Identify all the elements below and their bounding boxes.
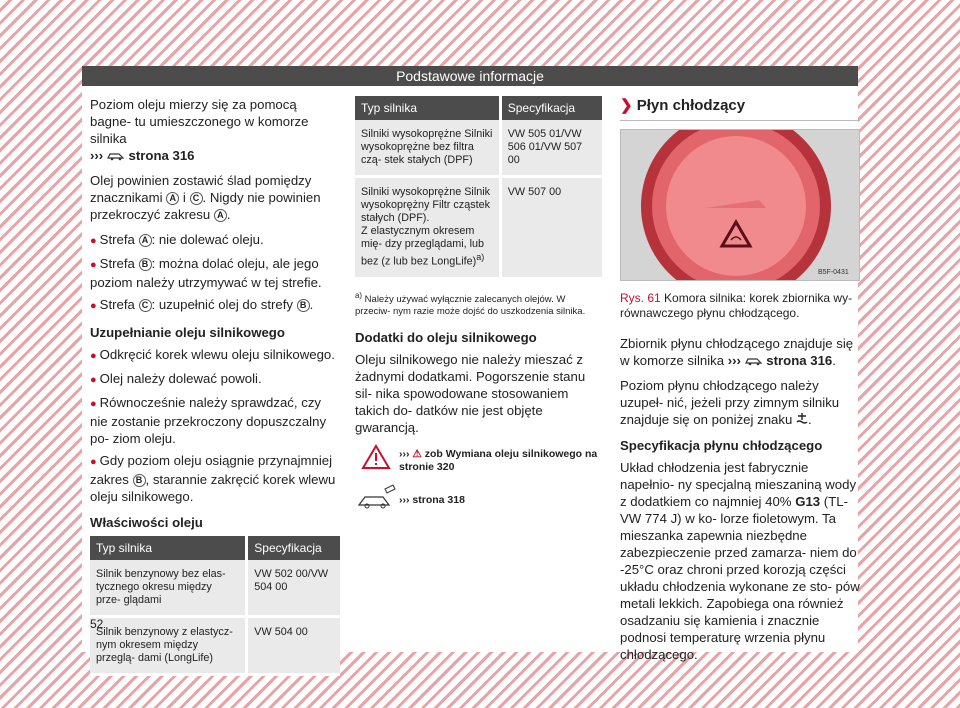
paragraph-reservoir: Zbiornik płynu chłodzącego znajduje się w komorze silnika ››› strona 316. xyxy=(620,336,854,368)
coolant-warning-icon xyxy=(796,413,808,424)
heading-coolant-spec: Specyfikacja płynu chłodzącego xyxy=(620,438,823,453)
paragraph-topup-coolant: Poziom płynu chłodzącego należy uzupeł- nić, jeżeli przy zimnym silniku znajduje się on poniżej znaku . xyxy=(620,378,840,427)
ref-arrow-icon: ››› xyxy=(399,447,410,460)
table-row: Silnik benzynowy z elastycz- nym okresem między przeglą- dami (LongLife) VW 504 00 xyxy=(90,617,340,675)
petrol-oil-table xyxy=(90,536,340,676)
table-row: Silniki wysokoprężne Silnik wysokoprężny Filtr cząstek stałych (DPF). Z elastycznym okresem mię- dzy przeglądami, lub bez (z lub bez LongLife)$^{a)}$ VW 507 00 xyxy=(355,177,602,279)
column-middle xyxy=(355,96,602,518)
marker-b: B xyxy=(297,299,310,312)
bullet-item: ● Strefa B : można dolać oleju, ale jego poziom należy utrzymywać w tej strefie. xyxy=(90,256,322,290)
heading-oil-properties: Właściwości oleju xyxy=(90,515,203,530)
warning-triangle-icon xyxy=(361,444,391,470)
bullet-item: ● Olej należy dolewać powoli. xyxy=(90,371,262,386)
table-footnote: $^{a)}$ Należy używać wyłącznie zalecanych olejów. W przeciw- nym razie może dojść do uszkodzenia silnika. xyxy=(355,290,586,317)
bullet-dot-icon: ● xyxy=(90,235,97,247)
heading-topping-up: Uzupełnianie oleju silnikowego xyxy=(90,325,285,340)
bullet-item: ● Równocześnie należy sprawdzać, czy nie zostanie przekroczony dopuszczalny po- ziom oleju. xyxy=(90,395,327,446)
warning-box xyxy=(355,444,602,518)
bullet-item: ● Strefa A : nie dolewać oleju. xyxy=(90,232,264,247)
bullet-item: ● Odkręcić korek wlewu oleju silnikowego. xyxy=(90,347,335,362)
paragraph-additives: Oleju silnikowego nie należy mieszać z żadnymi dodatkami. Pogorszenie stanu sil- nika spowodowane stosowaniem takich do- datków nie jest objęte gwarancją. xyxy=(355,351,586,435)
coolant-cap-image xyxy=(621,130,859,280)
car-book-icon xyxy=(107,150,125,161)
table-row: Silnik benzynowy bez elas- tycznego okresu między prze- glądami VW 502 00/VW 504 00 xyxy=(90,560,340,617)
ref-arrow-icon: ››› xyxy=(90,148,104,163)
heading-additives: Dodatki do oleju silnikowego xyxy=(355,329,537,345)
marker-a: A xyxy=(214,209,227,222)
coolant-cap-photo xyxy=(620,129,860,281)
marker-a: A xyxy=(166,192,179,205)
page-header: Podstawowe informacje xyxy=(82,66,858,86)
paragraph-oil-level: Olej powinien zostawić ślad pomiędzy znacznikami A i C . Nigdy nie powinien przekroczyć zakresu A . xyxy=(90,173,321,222)
car-note-icon xyxy=(355,483,399,513)
page-reference[interactable]: strona 316 xyxy=(766,353,833,368)
marker-b: B xyxy=(133,474,146,487)
paragraph-oil-gauge: Poziom oleju mierzy się za pomocą bagne- tu umieszczonego w komorze silnika ››› strona 316 xyxy=(90,97,309,163)
page-reference[interactable]: strona 316 xyxy=(128,148,195,163)
note-reference[interactable]: ››› strona 318 xyxy=(399,493,465,506)
bullet-dot-icon: ● xyxy=(90,300,97,312)
marker-c: C xyxy=(139,299,152,312)
bullet-dot-icon: ● xyxy=(90,259,97,271)
bullet-dot-icon: ● xyxy=(90,398,97,410)
table-header: Typ silnika xyxy=(90,536,247,560)
bullet-dot-icon: ● xyxy=(90,350,97,362)
paragraph-coolant-spec: Układ chłodzenia jest fabrycznie napełnio- ny specjalną mieszaniną wody z dodatkiem co najmniej 40% G13 (TL-VW 774 J) w ko- lorze fioletowym. Ta mieszanka zapewnia niezbędne zabezpieczenie przed zamarza- niem do -25°C oraz chroni przed korozją części układu chłodzenia wykonane ze sto- pów metali lekkich. Zapobiega ona również osadzaniu się kamienia i znacznie podnosi temperaturę wrzenia płynu chłodzącego. xyxy=(620,460,860,662)
marker-b: B xyxy=(139,258,152,271)
column-right xyxy=(620,96,860,671)
svg-text:B5F-0431: B5F-0431 xyxy=(818,269,849,276)
bullet-item: ● Strefa C : uzupełnić olej do strefy B . xyxy=(90,297,314,312)
section-title: ❯ Płyn chłodzący xyxy=(620,96,860,121)
ref-arrow-icon: ››› xyxy=(399,493,410,506)
car-book-icon xyxy=(745,355,763,366)
marker-c: C xyxy=(190,192,203,205)
bullet-item: ● Gdy poziom oleju osiągnie przynajmniej zakres B , starannie zakręcić korek wlewu oleju silnikowego. xyxy=(90,453,336,504)
table-header: Specyfikacja xyxy=(247,536,340,560)
figure-caption: Rys. 61 Komora silnika: korek zbiornika wy- równawczego płynu chłodzącego. xyxy=(620,291,853,320)
bullet-dot-icon: ● xyxy=(90,456,97,468)
table-row: Silniki wysokoprężne Silniki wysokoprężne bez filtra czą- stek stałych (DPF) VW 505 01/VW 506 01/VW 507 00 xyxy=(355,120,602,177)
page-number: 52 xyxy=(90,617,104,631)
small-warning-icon: ⚠ xyxy=(412,447,422,460)
bullet-dot-icon: ● xyxy=(90,374,97,386)
column-left xyxy=(90,96,340,676)
table-header: Specyfikacja xyxy=(500,96,602,120)
ref-arrow-icon: ››› xyxy=(727,353,741,368)
section-arrow-icon: ❯ xyxy=(620,97,633,114)
marker-a: A xyxy=(139,234,152,247)
diesel-oil-table xyxy=(355,96,602,280)
warning-reference[interactable]: ››› ⚠ zob Wymiana oleju silnikowego na stronie 320 xyxy=(399,447,598,473)
table-header: Typ silnika xyxy=(355,96,500,120)
